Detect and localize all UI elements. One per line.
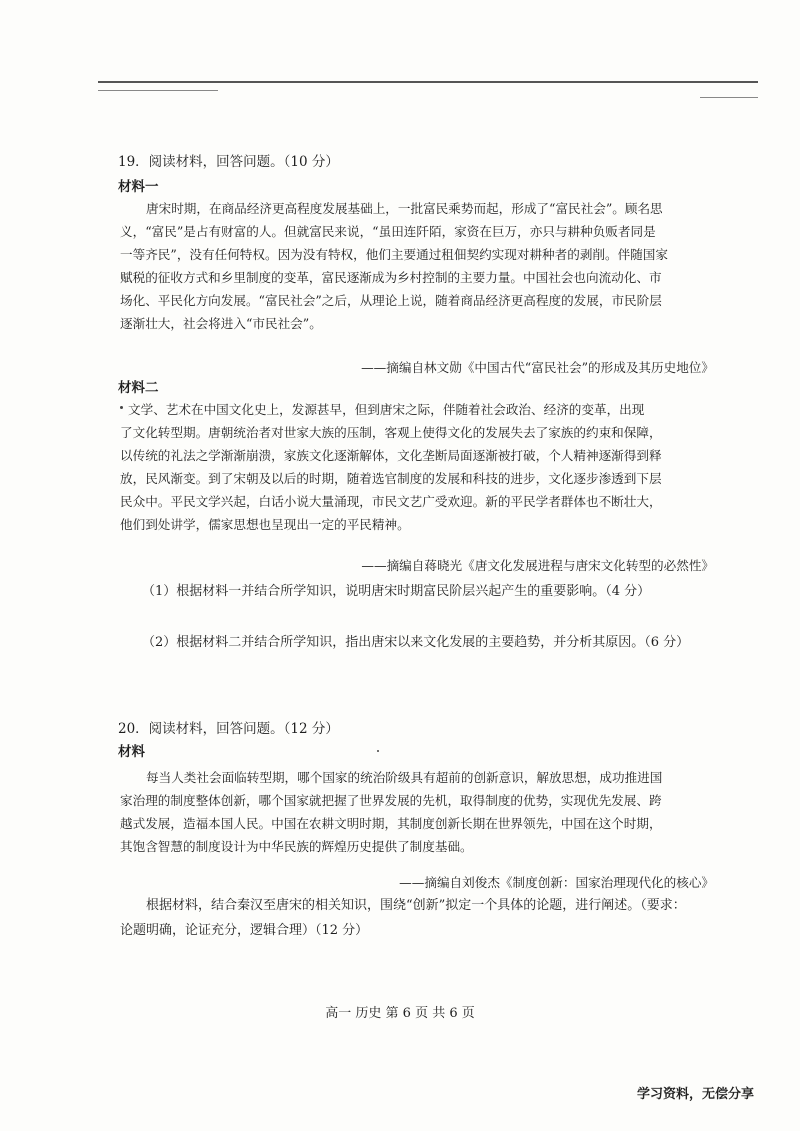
text-line: 论题明确，论证充分，逻辑合理）（12 分） <box>120 923 369 938</box>
header-rule-short <box>700 97 758 98</box>
speck-mark <box>377 750 379 752</box>
material-label: 材料 <box>118 744 145 760</box>
material-2-source: ——摘编自蒋晓光《唐文化发展进程与唐宋文化转型的必然性》 <box>361 558 714 573</box>
watermark-text: 学习资料，无偿分享 <box>636 1087 754 1102</box>
header-rule <box>98 81 758 83</box>
question-20-prompt <box>120 893 720 943</box>
text-line: 其饱含智慧的制度设计为中华民族的辉煌历史提供了制度基础。 <box>120 839 473 854</box>
material-source: ——摘编自刘俊杰《制度创新：国家治理现代化的核心》 <box>399 875 714 890</box>
material-1-text <box>120 197 720 335</box>
header-rule-short <box>98 90 218 91</box>
text-line: 每当人类社会面临转型期，哪个国家的统治阶级具有超前的创新意识，解放思想，成功推进国 <box>146 770 663 785</box>
text-line: 场化、平民化方向发展。“富民社会”之后，从理论上说，随着商品经济更高程度的发展，市民阶层 <box>120 293 662 308</box>
text-line: 赋税的征收方式和乡里制度的变革，富民逐渐成为乡村控制的主要力量。中国社会也向流动化、市 <box>120 270 662 285</box>
text-line: 唐宋时期，在商品经济更高程度发展基础上，一批富民乘势而起，形成了“富民社会”。顾名思 <box>146 201 663 216</box>
text-line: 一等齐民”，没有任何特权。因为没有特权，他们主要通过租佃契约实现对耕种者的剥削。伴随国家 <box>120 247 668 262</box>
material-2-label: 材料二 <box>118 380 159 396</box>
material-text <box>120 766 720 858</box>
text-line: 家治理的制度整体创新，哪个国家就把握了世界发展的先机，取得制度的优势，实现优先发展、跨 <box>120 793 662 808</box>
text-line: 逐渐壮大，社会将进入“市民社会”。 <box>120 316 322 331</box>
text-line: 越式发展，造福本国人民。中国在农耕文明时期，其制度创新长期在世界领先，中国在这个时期， <box>120 816 662 831</box>
material-2-text <box>120 398 720 536</box>
question-20-title: 20．阅读材料，回答问题。（12 分） <box>118 721 339 737</box>
text-line: 义，“富民”是占有财富的人。但就富民来说，“虽田连阡陌，家资在巨万，亦只与耕种负贩者同是 <box>120 224 656 239</box>
text-line: 放，民风渐变。到了宋朝及以后的时期，随着选官制度的发展和科技的进步，文化逐步渗透到下层 <box>120 471 662 486</box>
text-line: 了文化转型期。唐朝统治者对世家大族的压制，客观上使得文化的发展失去了家族的约束和保障， <box>120 425 662 440</box>
text-line: 以传统的礼法之学渐渐崩溃，家族文化逐渐解体，文化垄断局面逐渐被打破，个人精神逐渐得到释 <box>120 448 662 463</box>
material-1-label: 材料一 <box>118 179 159 195</box>
question-19-title: 19．阅读材料，回答问题。（10 分） <box>118 154 339 170</box>
sub-question-2: （2）根据材料二并结合所学知识，指出唐宋以来文化发展的主要趋势，并分析其原因。（6 分） <box>142 635 690 650</box>
text-line: 民众中。平民文学兴起，白话小说大量涌现，市民文艺广受欢迎。新的平民学者群体也不断壮大， <box>120 494 662 509</box>
page-footer: 高一 历史 第 6 页 共 6 页 <box>325 1006 475 1021</box>
material-1-source: ——摘编自林文勋《中国古代“富民社会”的形成及其历史地位》 <box>361 360 714 375</box>
text-line: 文学、艺术在中国文化史上，发源甚早，但到唐宋之际，伴随着社会政治、经济的变革，出现 <box>128 402 645 417</box>
text-line: 他们到处讲学，儒家思想也呈现出一定的平民精神。 <box>120 517 410 532</box>
text-line: 根据材料，结合秦汉至唐宋的相关知识，围绕“创新”拟定一个具体的论题，进行阐述。（要求： <box>146 898 686 913</box>
sub-question-1: （1）根据材料一并结合所学知识，说明唐宋时期富民阶层兴起产生的重要影响。（4 分） <box>142 584 651 599</box>
